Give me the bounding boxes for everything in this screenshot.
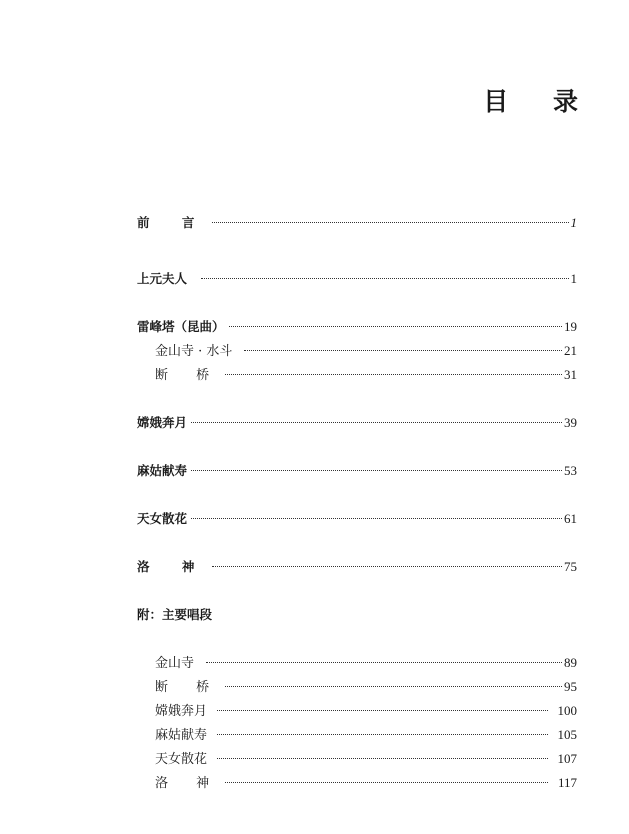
appendix-entry-magu-xianshou[interactable] [155, 725, 577, 745]
dot-leader [225, 686, 562, 687]
toc-entry-page: 53 [564, 463, 577, 478]
toc-entry-page: 61 [564, 511, 577, 526]
dot-leader [191, 518, 562, 519]
toc-entry-label: 前 言 [137, 215, 209, 230]
dot-leader [201, 278, 568, 279]
appendix-entry-tiannv-sanhua[interactable] [155, 749, 577, 769]
toc-entry-label: 洛 神 [137, 559, 209, 574]
appendix-entry-page: 100 [557, 703, 577, 718]
toc-entry-change-benyue[interactable] [137, 413, 577, 433]
dot-leader [217, 734, 547, 735]
appendix-entry-label: 天女散花 [155, 752, 208, 767]
dot-leader [212, 566, 562, 567]
dot-leader [225, 782, 548, 783]
dot-leader [206, 662, 562, 663]
appendix-entry-label: 金山寺 [155, 656, 195, 671]
dot-leader [229, 326, 562, 327]
toc-entry-label: 上元夫人 [137, 271, 188, 286]
dot-leader [217, 710, 547, 711]
toc-entry-jinshansi-shuidou[interactable] [155, 341, 577, 361]
dot-leader [191, 470, 562, 471]
appendix-entry-page: 95 [564, 679, 577, 694]
toc-entry-page: 31 [564, 367, 577, 382]
appendix-entry-duanqiao[interactable] [155, 677, 577, 697]
appendix-entry-label: 断 桥 [155, 680, 222, 695]
appendix-entry-luoshen[interactable] [155, 773, 577, 793]
appendix-entry-page: 117 [557, 775, 577, 790]
toc-entry-label: 金山寺 · 水斗 [155, 344, 233, 359]
toc-entry-duanqiao[interactable] [155, 365, 577, 385]
toc-entry-luoshen[interactable] [137, 557, 577, 577]
toc-entry-page: 21 [564, 343, 577, 358]
toc-entry-label: 天女散花 [137, 511, 188, 526]
appendix-entry-label: 洛 神 [155, 776, 222, 791]
toc-entry-page: 39 [564, 415, 577, 430]
appendix-entry-label: 嫦娥奔月 [155, 704, 208, 719]
appendix-entry-page: 89 [564, 655, 577, 670]
toc-entry-tiannv-sanhua[interactable] [137, 509, 577, 529]
appendix-entry-page: 107 [557, 751, 577, 766]
toc-entry-label: 断 桥 [155, 368, 222, 383]
dot-leader [191, 422, 562, 423]
appendix-entry-change-benyue[interactable] [155, 701, 577, 721]
toc-entry-page: 1 [570, 271, 577, 286]
dot-leader [212, 222, 568, 223]
toc-entry-leifengta[interactable] [137, 317, 577, 337]
toc-entry-label: 麻姑献寿 [137, 463, 188, 478]
toc-entry-preface[interactable] [137, 213, 577, 233]
page-title: 目 录 [483, 87, 596, 116]
toc-entry-page: 75 [564, 559, 577, 574]
appendix-header: 附：主要唱段 [137, 607, 213, 622]
dot-leader [225, 374, 562, 375]
dot-leader [217, 758, 547, 759]
appendix-entry-page: 105 [557, 727, 577, 742]
toc-entry-page: 1 [570, 215, 577, 230]
toc-entry-shangyuan-furen[interactable] [137, 269, 577, 289]
toc-entry-page: 19 [564, 319, 577, 334]
toc-entry-label: 嫦娥奔月 [137, 415, 188, 430]
appendix-entry-jinshansi[interactable] [155, 653, 577, 673]
appendix-entry-label: 麻姑献寿 [155, 728, 208, 743]
toc-entry-label: 雷峰塔（昆曲） [137, 319, 225, 334]
dot-leader [244, 350, 562, 351]
toc-entry-magu-xianshou[interactable] [137, 461, 577, 481]
